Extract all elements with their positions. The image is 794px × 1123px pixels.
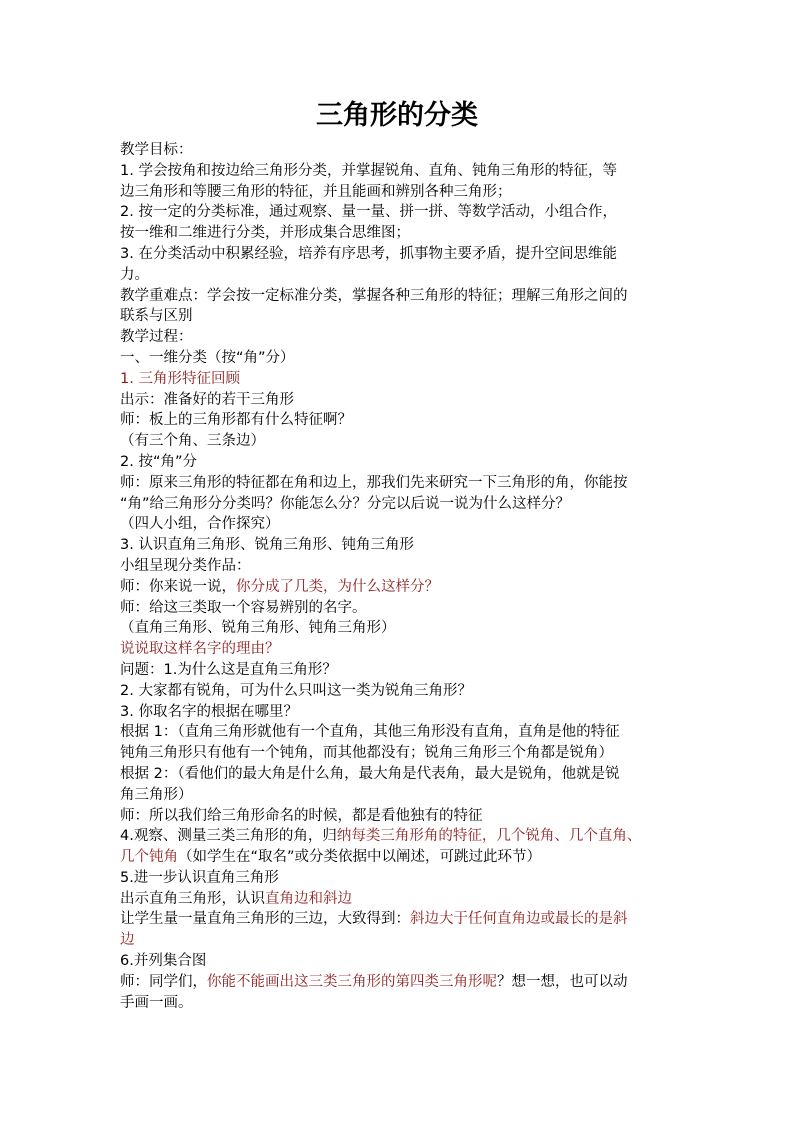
text-line: 1. 学会按角和按边给三角形分类，并掌握锐角、直角、钝角三角形的特征，等 [120,162,617,179]
text-line: （四人小组，合作探究） [120,516,280,533]
highlighted-segment: 你能不能画出这三类三角形的第四类三角形呢 [207,973,497,990]
text-line: 2. 按“角”分 [120,453,197,470]
text-line: 3. 你取名字的根据在哪里？ [120,703,298,720]
text-segment: 师：同学们， [120,973,207,990]
text-line: （有三个角、三条边） [120,433,265,450]
text-line: 师：原来三角形的特征都在角和边上，那我们先来研究一下三角形的角，你能按 [120,474,628,491]
highlighted-segment: 直角边和斜边 [265,890,352,907]
text-line: “角”给三角形分分类吗？你能怎么分？分完以后说一说为什么这样分？ [120,495,571,512]
text-segment: 4.观察、测量三类三角形的角，归 [120,828,337,845]
text-line [120,847,680,868]
text-line [120,889,680,910]
text-line: （直角三角形、锐角三角形、钝角三角形） [120,620,396,637]
text-line [120,972,680,993]
text-segment: 师：你来说一说， [120,578,236,595]
text-line [120,577,680,598]
text-line: 2. 大家都有锐角，可为什么只叫这一类为锐角三角形？ [120,682,472,699]
text-line: 根据 1：（直角三角形就他有一个直角，其他三角形没有直角，直角是他的特征 [120,724,620,741]
text-line: 出示：准备好的若干三角形 [120,391,294,408]
text-line: 6.并列集合图 [120,953,207,970]
text-line: 力。 [120,266,149,283]
highlighted-line: 1. 三角形特征回顾 [120,370,240,387]
text-line: 手画一画。 [120,994,193,1011]
text-line: 根据 2：（看他们的最大角是什么角，最大角是代表角，最大是锐角，他就是锐 [120,765,620,782]
text-line: 教学目标： [120,142,193,158]
highlighted-segment: 几个钝角 [120,849,178,866]
section-heading: 一、一维分类（按“角”分） [120,349,295,366]
text-line: 联系与区别 [120,308,193,325]
highlighted-segment: 你分成了几类，为什么这样分？ [236,578,439,595]
document-title: 三角形的分类 [316,100,478,131]
highlighted-line: 说说取这样名字的理由？ [120,641,280,658]
text-line: 2. 按一定的分类标准，通过观察、量一量、拼一拼、等数学活动，小组合作， [120,204,617,221]
text-line: 钝角三角形只有他有一个钝角，而其他都没有；锐角三角形三个角都是锐角） [120,745,613,762]
highlighted-segment: 纳每类三角形角的特征，几个锐角、几个直角、 [336,828,642,845]
text-line: 3. 在分类活动中积累经验，培养有序思考，抓事物主要矛盾，提升空间思维能 [120,245,617,262]
text-line [120,909,680,930]
text-line: 师：板上的三角形都有什么特征啊？ [120,412,352,429]
text-segment: 让学生量一量直角三角形的三边，大致得到： [120,911,410,928]
highlighted-segment: 斜边大于任何直角边或最长的是斜 [410,911,628,928]
highlighted-line: 边 [120,932,135,949]
text-segment: （如学生在“取名”或分类依据中以阐述，可跳过此环节） [178,849,542,866]
text-line [120,826,680,847]
text-line: 角三角形） [120,786,193,803]
text-line: 师：给这三类取一个容易辨别的名字。 [120,599,367,616]
text-line: 教学重难点：学会按一定标准分类，掌握各种三角形的特征；理解三角形之间的 [120,287,628,304]
document-body [120,140,680,1013]
text-line: 小组呈现分类作品： [120,557,251,574]
text-line: 按一维和二维进行分类，并形成集合思维图； [120,225,410,242]
text-segment: 出示直角三角形，认识 [120,890,265,907]
text-segment: ？想一想，也可以动 [497,973,628,990]
text-line: 5.进一步认识直角三角形 [120,869,279,886]
text-line: 3. 认识直角三角形、锐角三角形、钝角三角形 [120,537,414,554]
text-line: 问题：1.为什么这是直角三角形？ [120,661,337,678]
text-line: 师：所以我们给三角形命名的时候，都是看他独有的特征 [120,807,483,824]
text-line: 教学过程： [120,329,193,346]
text-line: 边三角形和等腰三角形的特征，并且能画和辨别各种三角形； [120,183,512,200]
